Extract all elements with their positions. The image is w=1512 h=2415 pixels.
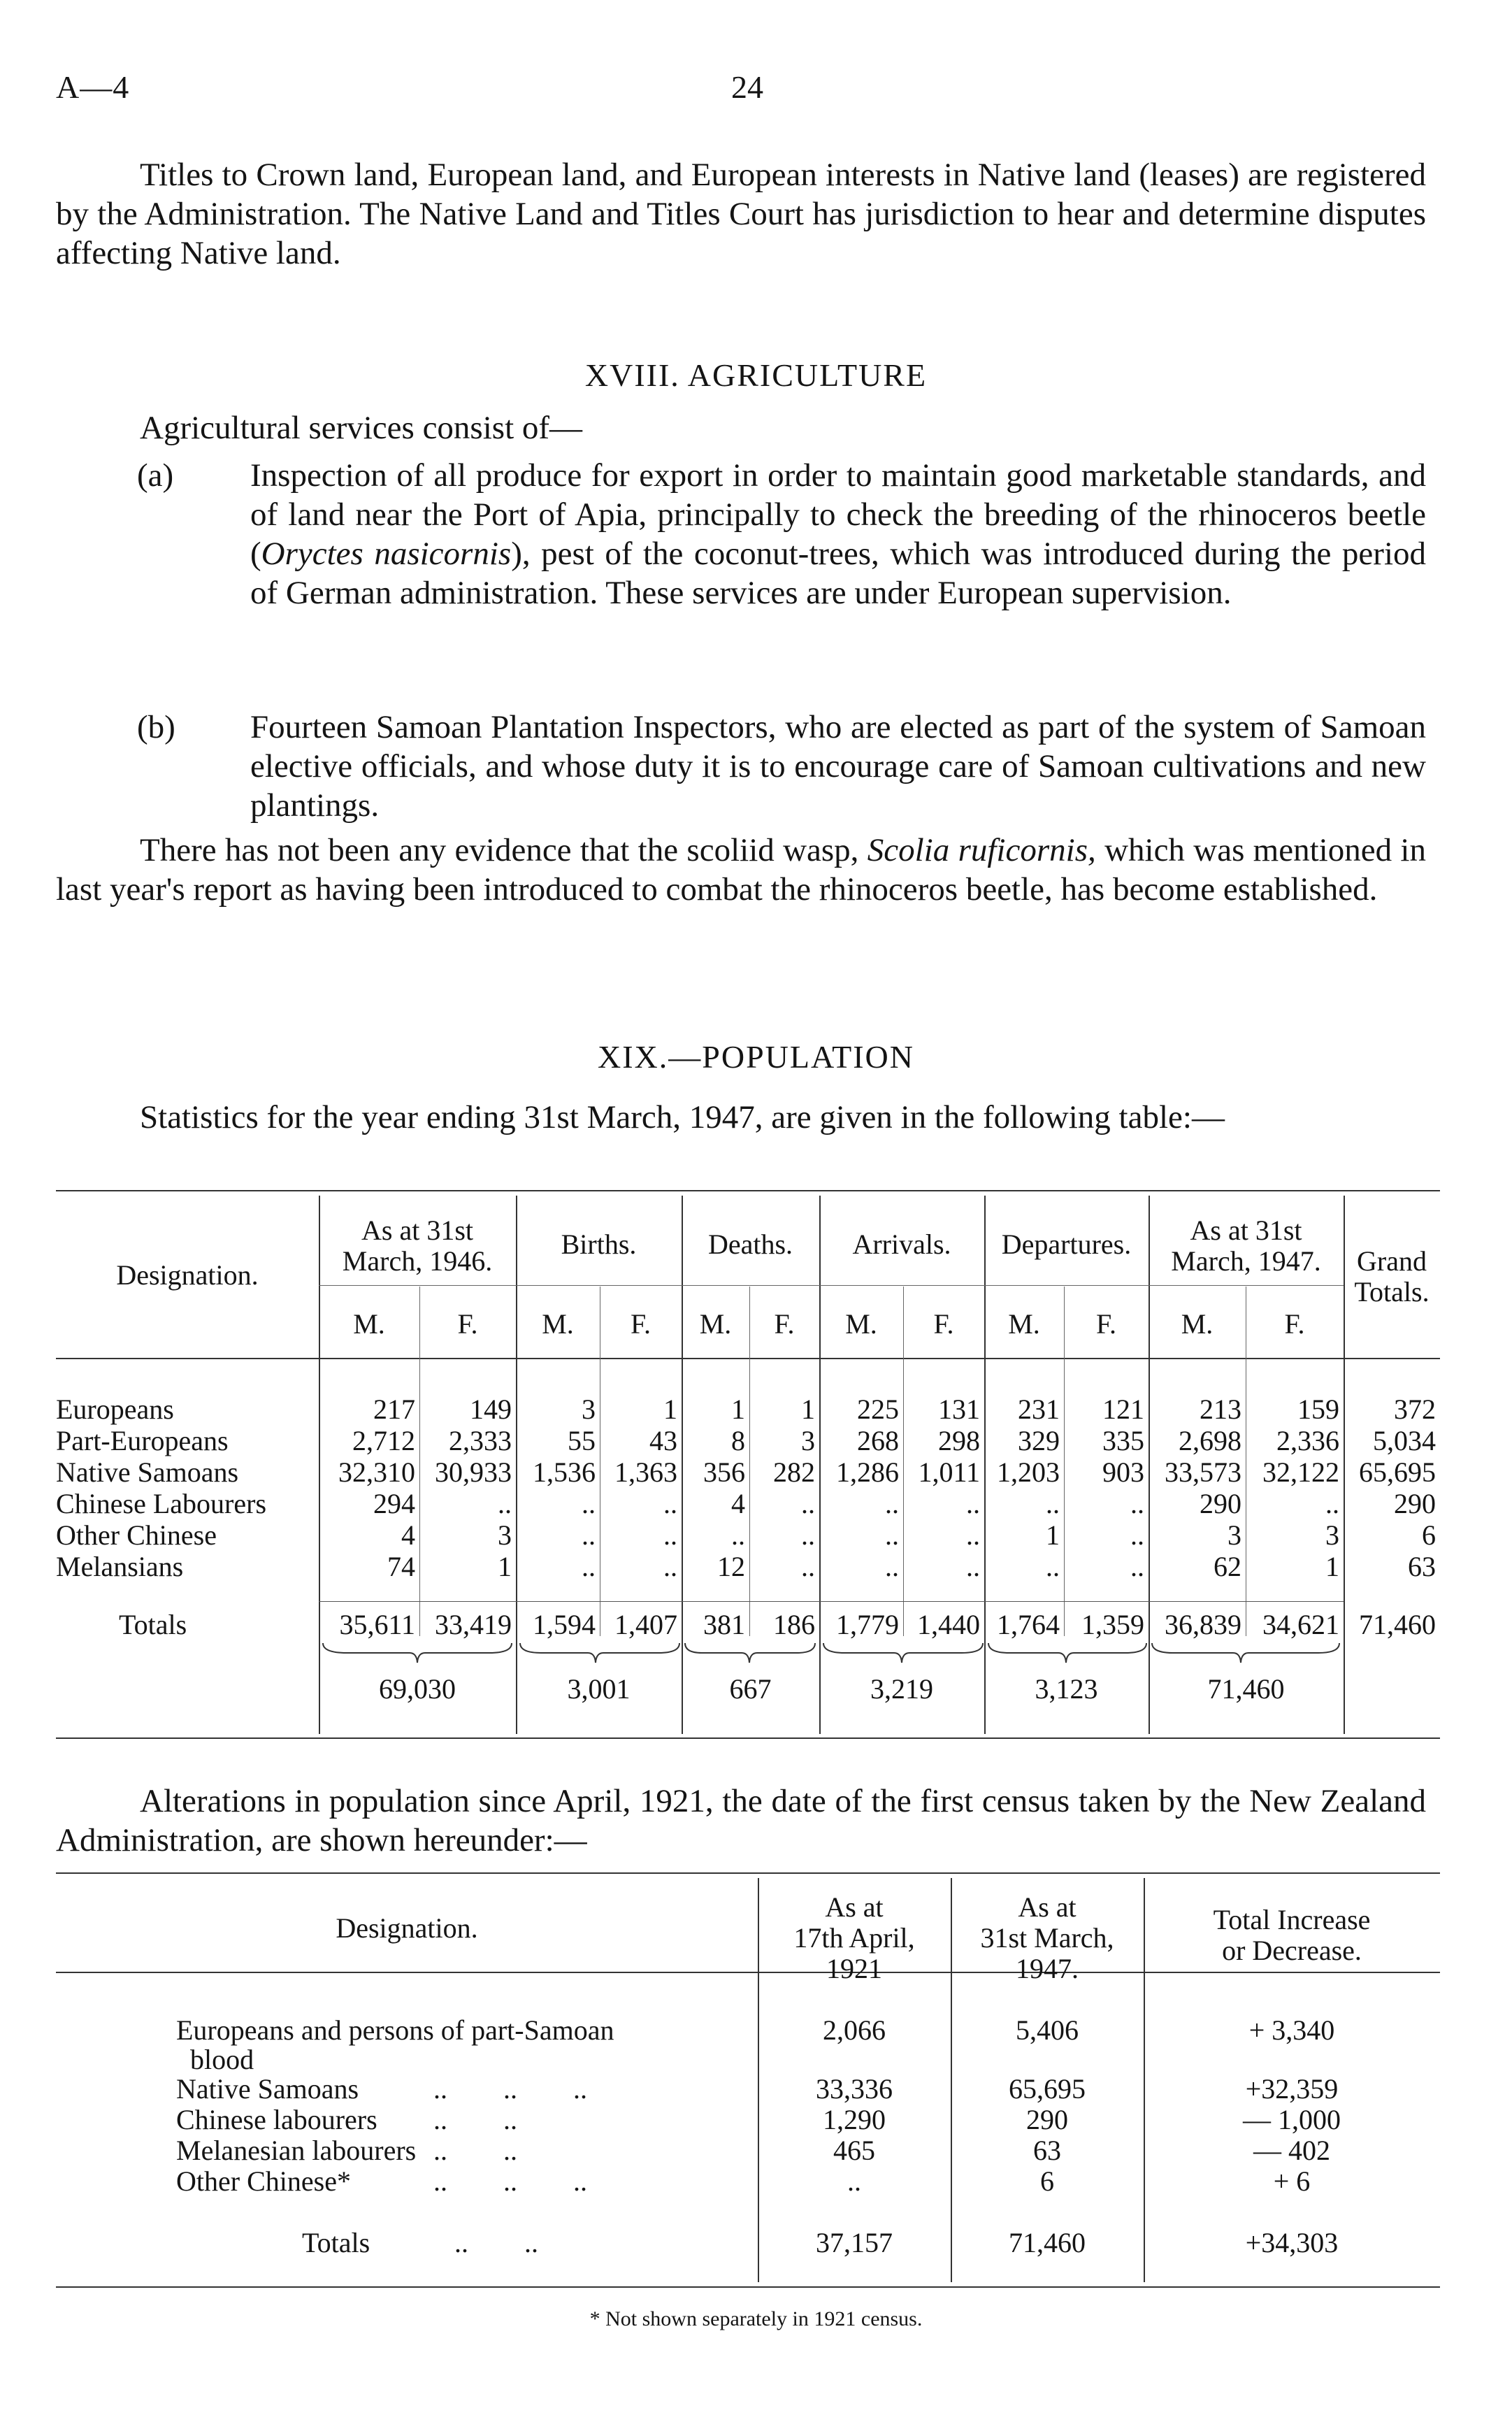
- table-row-label: Part-Europeans: [56, 1425, 229, 1456]
- alt-row-dots: .. .. ..: [433, 2073, 587, 2105]
- table-cell: 5,034: [1373, 1425, 1436, 1456]
- group-header-1947: As at 31st March, 1947.: [1171, 1214, 1321, 1277]
- grand-totals-header: Grand Totals.: [1354, 1245, 1430, 1307]
- table-cell: 372: [1394, 1393, 1436, 1425]
- population-heading: XIX.—POPULATION: [598, 1039, 914, 1075]
- table-cell: ..: [731, 1519, 745, 1551]
- sub-m: M.: [1181, 1308, 1214, 1340]
- alt-row-dots: .. ..: [433, 2135, 517, 2166]
- sub-m: M.: [353, 1308, 385, 1340]
- table-cell: 121: [1102, 1393, 1144, 1425]
- group-header-deaths: Deaths.: [707, 1228, 793, 1260]
- table-cell: 1: [731, 1393, 745, 1425]
- alt-1921-header: As at 17th April, 1921: [793, 1891, 915, 1984]
- table-row-label: Chinese Labourers: [56, 1488, 267, 1519]
- table-cell: ..: [582, 1519, 596, 1551]
- table-cell: 213: [1200, 1393, 1241, 1425]
- sub-m: M.: [845, 1308, 877, 1340]
- sub-f: F.: [1284, 1308, 1305, 1340]
- table-cell: 225: [857, 1393, 899, 1425]
- combined-births: 3,001: [567, 1673, 631, 1705]
- totals-cell: 36,839: [1165, 1609, 1241, 1640]
- table-cell: 1: [498, 1551, 512, 1582]
- table-cell: 65,695: [1359, 1456, 1436, 1488]
- sub-f: F.: [1095, 1308, 1117, 1340]
- totals-cell: 35,611: [339, 1609, 415, 1640]
- combined-braces: [319, 1640, 1344, 1668]
- table-row-label: Native Samoans: [56, 1456, 239, 1488]
- alt-totals-dots: .. ..: [454, 2227, 538, 2258]
- table-cell: ..: [1046, 1551, 1060, 1582]
- sub-m: M.: [1008, 1308, 1040, 1340]
- table-cell: 268: [857, 1425, 899, 1456]
- page-code: A—4: [56, 69, 130, 105]
- table-cell: 8: [731, 1425, 745, 1456]
- item-a-text: Inspection of all produce for export in order to maintain good marketable standards, and of land near the Port of Apia, principally to check the breeding of the rhinoceros beetle (Oryctes nasicornis), pest of the coconut-trees, which was introduced during the period of German administration. These services are under European supervision.: [250, 457, 1426, 611]
- totals-cell: 1,407: [614, 1609, 677, 1640]
- group-header-arrivals: Arrivals.: [852, 1228, 951, 1260]
- alt-row-label: Melanesian labourers: [176, 2135, 417, 2166]
- alterations-lead: Alterations in population since April, 1921, the date of the first census taken by the New Zealand Administration, are shown hereunder:—: [56, 1783, 1426, 1858]
- population-lead: Statistics for the year ending 31st March, 1947, are given in the following table:—: [140, 1099, 1225, 1135]
- alt-row-dots: .. .. ..: [433, 2165, 587, 2197]
- designation-header: Designation.: [116, 1259, 259, 1291]
- table-cell: 2,712: [352, 1425, 415, 1456]
- combined-deaths: 667: [729, 1673, 772, 1705]
- table-cell: 62: [1214, 1551, 1241, 1582]
- table-cell: 1,286: [836, 1456, 899, 1488]
- table-cell: 32,310: [338, 1456, 415, 1488]
- table-cell: ..: [801, 1519, 815, 1551]
- table-cell: 3: [582, 1393, 596, 1425]
- table-cell: 159: [1297, 1393, 1339, 1425]
- table-cell: ..: [582, 1551, 596, 1582]
- combined-arrivals: 3,219: [870, 1673, 933, 1705]
- table-cell: ..: [663, 1519, 677, 1551]
- alt-designation-header: Designation.: [336, 1912, 478, 1944]
- alt-cell-change: — 1,000: [1243, 2104, 1341, 2135]
- totals-cell: 1,594: [533, 1609, 596, 1640]
- table-cell: ..: [885, 1519, 899, 1551]
- table-cell: 6: [1422, 1519, 1436, 1551]
- totals-cell: 1,764: [997, 1609, 1060, 1640]
- table-cell: ..: [498, 1488, 512, 1519]
- combined-1946: 69,030: [379, 1673, 456, 1705]
- alt-cell-1921: 2,066: [823, 2014, 886, 2046]
- totals-cell: 33,419: [435, 1609, 512, 1640]
- table-cell: 329: [1018, 1425, 1060, 1456]
- table-row-label: Other Chinese: [56, 1519, 217, 1551]
- table-cell: ..: [1130, 1551, 1144, 1582]
- sub-m: M.: [699, 1308, 732, 1340]
- table-cell: 12: [717, 1551, 745, 1582]
- sub-f: F.: [774, 1308, 795, 1340]
- table-cell: 217: [373, 1393, 415, 1425]
- group-header-1946: As at 31st March, 1946.: [342, 1214, 493, 1277]
- table-cell: 3: [801, 1425, 815, 1456]
- table-cell: 1: [663, 1393, 677, 1425]
- table-cell: ..: [966, 1488, 980, 1519]
- table-cell: 903: [1102, 1456, 1144, 1488]
- totals-label: Totals: [119, 1609, 187, 1640]
- alt-cell-change: — 402: [1253, 2135, 1330, 2166]
- table-cell: 3: [1227, 1519, 1241, 1551]
- table-cell: ..: [1046, 1488, 1060, 1519]
- alt-cell-1947: 65,695: [1009, 2073, 1086, 2105]
- table-cell: 1: [801, 1393, 815, 1425]
- scoliid-paragraph: There has not been any evidence that the scoliid wasp, Scolia ruficornis, which was mentioned in last year's report as having been introduced to combat the rhinoceros beetle, has become established.: [56, 832, 1426, 908]
- page-number: 24: [731, 69, 763, 105]
- alt-total-change: +34,303: [1245, 2227, 1339, 2258]
- table-cell: 2,333: [449, 1425, 512, 1456]
- alt-cell-change: + 6: [1273, 2165, 1311, 2197]
- sub-f: F.: [630, 1308, 651, 1340]
- totals-cell: 381: [703, 1609, 745, 1640]
- footnote: * Not shown separately in 1921 census.: [589, 2307, 923, 2330]
- alt-row-label: Native Samoans: [176, 2073, 359, 2105]
- totals-cell: 1,440: [917, 1609, 980, 1640]
- alt-row-label: Other Chinese*: [176, 2165, 351, 2197]
- table-cell: 131: [938, 1393, 980, 1425]
- table-cell: 1: [1046, 1519, 1060, 1551]
- table-cell: ..: [1325, 1488, 1339, 1519]
- table-cell: ..: [801, 1551, 815, 1582]
- totals-cell: 1,779: [836, 1609, 899, 1640]
- table-cell: ..: [885, 1551, 899, 1582]
- table-cell: 290: [1394, 1488, 1436, 1519]
- alt-row-label: Chinese labourers: [176, 2104, 377, 2135]
- table-cell: 1,536: [533, 1456, 596, 1488]
- table-cell: 4: [401, 1519, 415, 1551]
- combined-1947: 71,460: [1207, 1673, 1285, 1705]
- alt-cell-1921: 33,336: [816, 2073, 893, 2105]
- alt-totals-label: Totals: [302, 2227, 370, 2258]
- totals-cell: 71,460: [1359, 1609, 1436, 1640]
- sub-f: F.: [457, 1308, 478, 1340]
- table-row-label: Europeans: [56, 1393, 174, 1425]
- group-header-departures: Departures.: [1001, 1228, 1132, 1260]
- table-cell: ..: [663, 1488, 677, 1519]
- alt-cell-1947: 290: [1026, 2104, 1068, 2135]
- alt-cell-1947: 63: [1033, 2135, 1061, 2166]
- table-cell: 1,203: [997, 1456, 1060, 1488]
- table-cell: 74: [387, 1551, 415, 1582]
- alt-cell-1947: 6: [1040, 2165, 1054, 2197]
- table-cell: 294: [373, 1488, 415, 1519]
- table-cell: 4: [731, 1488, 745, 1519]
- alt-cell-1921: 465: [833, 2135, 875, 2166]
- table-cell: 290: [1200, 1488, 1241, 1519]
- table-cell: 298: [938, 1425, 980, 1456]
- totals-cell: 34,621: [1262, 1609, 1339, 1640]
- table-cell: ..: [1130, 1519, 1144, 1551]
- item-a-mark: (a): [137, 457, 174, 494]
- table-cell: 33,573: [1165, 1456, 1241, 1488]
- alt-row-dots: .. ..: [433, 2104, 517, 2135]
- table-cell: 1,011: [918, 1456, 980, 1488]
- table-cell: 356: [703, 1456, 745, 1488]
- combined-departures: 3,123: [1035, 1673, 1098, 1705]
- alt-cell-1921: 1,290: [823, 2104, 886, 2135]
- alt-1947-header: As at 31st March, 1947.: [980, 1891, 1114, 1984]
- group-header-births: Births.: [561, 1228, 637, 1260]
- table-cell: ..: [885, 1488, 899, 1519]
- alt-cell-1947: 5,406: [1016, 2014, 1079, 2046]
- totals-cell: 1,359: [1081, 1609, 1144, 1640]
- agriculture-lead: Agricultural services consist of—: [140, 410, 583, 446]
- alt-cell-change: + 3,340: [1248, 2014, 1335, 2046]
- table-cell: ..: [663, 1551, 677, 1582]
- alt-change-header: Total Increase or Decrease.: [1213, 1904, 1371, 1966]
- table-cell: 2,698: [1179, 1425, 1241, 1456]
- sub-f: F.: [933, 1308, 954, 1340]
- table-cell: 149: [470, 1393, 512, 1425]
- table-cell: ..: [1130, 1488, 1144, 1519]
- table-row-label: Melansians: [56, 1551, 184, 1582]
- table-cell: ..: [966, 1519, 980, 1551]
- alt-row-label-cont: blood: [190, 2044, 254, 2075]
- table-cell: 63: [1408, 1551, 1436, 1582]
- alt-cell-1921: ..: [847, 2165, 861, 2197]
- table-cell: 335: [1102, 1425, 1144, 1456]
- alt-row-label: Europeans and persons of part-Samoan: [176, 2014, 614, 2046]
- table-cell: 43: [649, 1425, 677, 1456]
- table-cell: ..: [966, 1551, 980, 1582]
- table-cell: 32,122: [1262, 1456, 1339, 1488]
- intro-paragraph: Titles to Crown land, European land, and European interests in Native land (leases) are registered by the Administration. The Native Land and Titles Court has jurisdiction to hear and determine disputes affecting Native land.: [56, 157, 1426, 271]
- item-b-text: Fourteen Samoan Plantation Inspectors, who are elected as part of the system of Samoan elective officials, and whose duty it is to encourage care of Samoan cultivations and new plantings.: [250, 709, 1426, 824]
- totals-cell: 186: [773, 1609, 815, 1640]
- table-cell: ..: [582, 1488, 596, 1519]
- alt-total-1921: 37,157: [816, 2227, 893, 2258]
- table-cell: 2,336: [1276, 1425, 1339, 1456]
- table-cell: 3: [498, 1519, 512, 1551]
- table-cell: 55: [568, 1425, 596, 1456]
- table-cell: 1: [1325, 1551, 1339, 1582]
- table-cell: 3: [1325, 1519, 1339, 1551]
- table-cell: ..: [801, 1488, 815, 1519]
- item-b-mark: (b): [137, 709, 175, 745]
- table-cell: 30,933: [435, 1456, 512, 1488]
- agriculture-heading: XVIII. AGRICULTURE: [584, 357, 928, 393]
- alt-cell-change: +32,359: [1245, 2073, 1339, 2105]
- sub-m: M.: [542, 1308, 574, 1340]
- table-cell: 1,363: [614, 1456, 677, 1488]
- table-cell: 231: [1018, 1393, 1060, 1425]
- table-cell: 282: [773, 1456, 815, 1488]
- alt-total-1947: 71,460: [1009, 2227, 1086, 2258]
